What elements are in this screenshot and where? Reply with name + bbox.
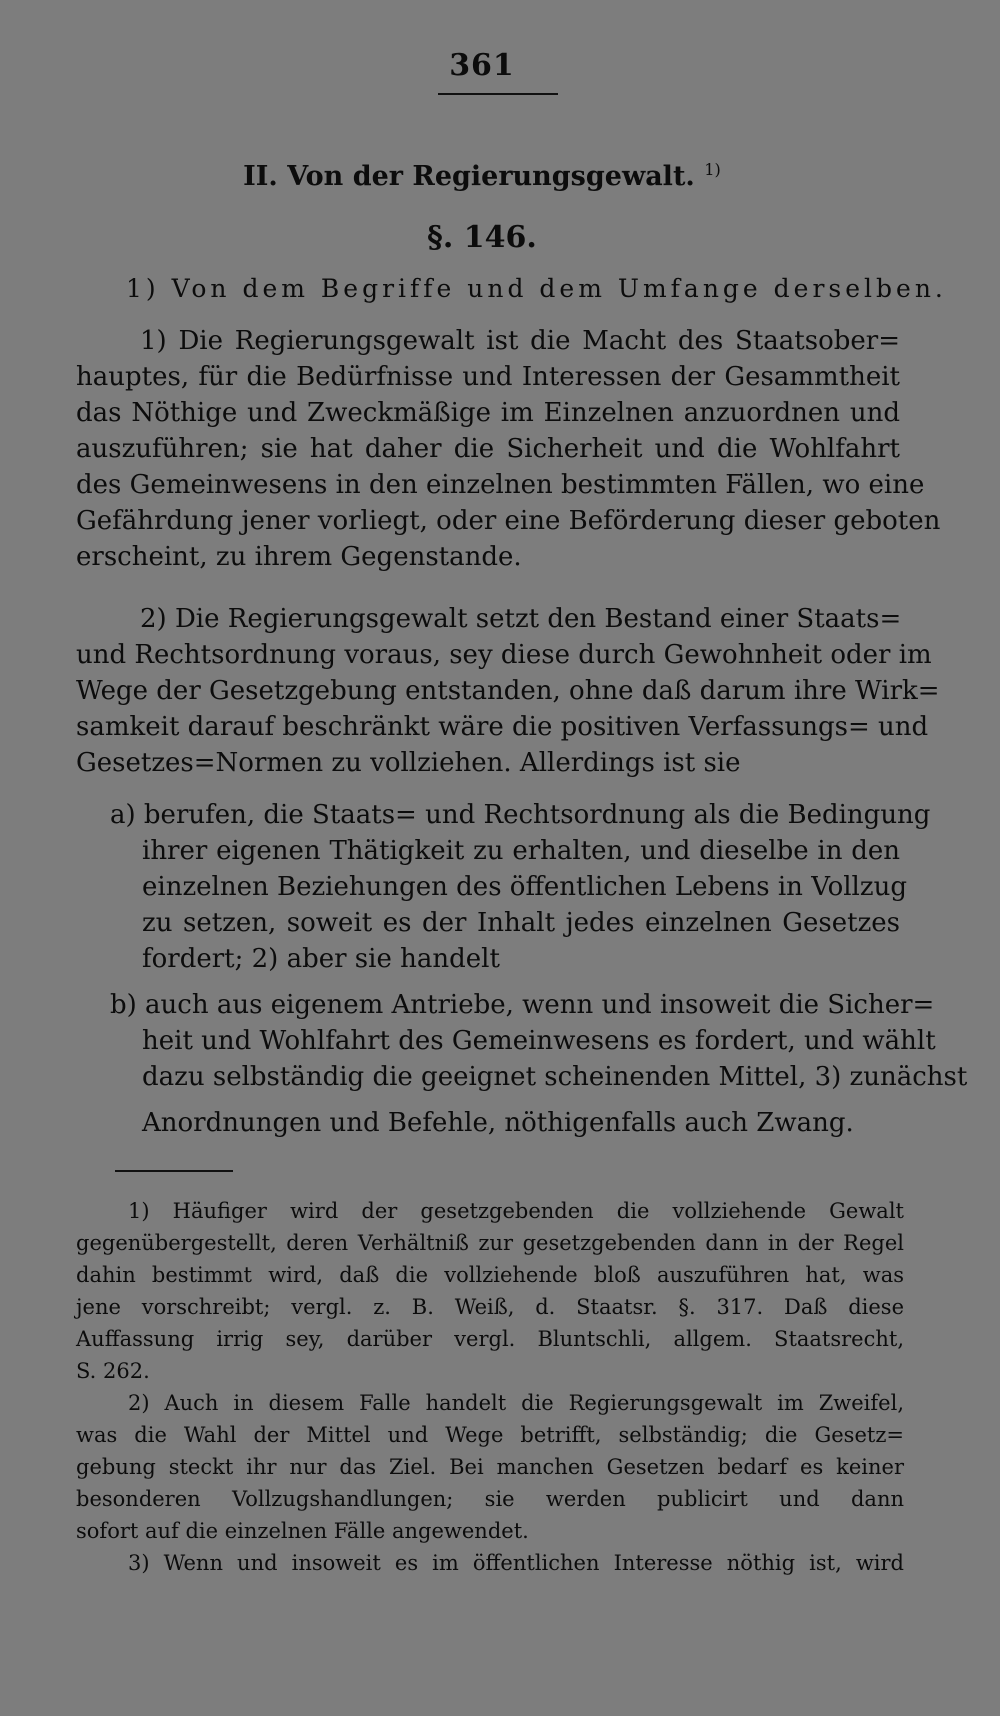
body-line: fordert; 2) aber sie handelt [142, 944, 500, 974]
body-line: Anordnungen und Befehle, nöthigenfalls auch Zwang. [142, 1108, 854, 1138]
page-number: 361 [449, 48, 515, 83]
body-line: ihrer eigenen Thätigkeit zu erhalten, und dieselbe in den [142, 836, 900, 866]
subheading: 1) Von dem Begriffe und dem Umfange derselben. [126, 274, 947, 303]
section-title-footnote-marker: 1) [704, 160, 721, 179]
footnote-line: 1) Häufiger wird der gesetzgebenden die vollziehende Gewalt [128, 1199, 904, 1223]
body-line: 1) Die Regierungsgewalt ist die Macht des Staatsober= [140, 326, 900, 356]
body-line: erscheint, zu ihrem Gegenstande. [76, 542, 522, 572]
body-line: samkeit darauf beschränkt wäre die positiven Verfassungs= und [76, 712, 929, 742]
section-title-text: II. Von der Regierungsgewalt. [243, 161, 695, 192]
footnote-line: gegenübergestellt, deren Verhältniß zur gesetzgebenden dann in der Regel [76, 1231, 904, 1255]
section-title [0, 160, 964, 192]
body-line: Wege der Gesetzgebung entstanden, ohne daß darum ihre Wirk= [76, 676, 940, 706]
footnote-line: gebung steckt ihr nur das Ziel. Bei manchen Gesetzen bedarf es keiner [76, 1455, 904, 1479]
footnote-line: besonderen Vollzugshandlungen; sie werden publicirt und dann [76, 1487, 904, 1511]
footnote-rule [115, 1170, 233, 1172]
body-line: einzelnen Beziehungen des öffentlichen Lebens in Vollzug [142, 872, 907, 902]
body-line: heit und Wohlfahrt des Gemeinwesens es fordert, und wählt [142, 1026, 936, 1056]
footnote-line: Auffassung irrig sey, darüber vergl. Bluntschli, allgem. Staatsrecht, [76, 1327, 904, 1351]
paragraph-number: §. 146. [427, 220, 537, 255]
footnote-line: 3) Wenn und insoweit es im öffentlichen Interesse nöthig ist, wird [128, 1551, 904, 1575]
body-line: Gefährdung jener vorliegt, oder eine Beförderung dieser geboten [76, 506, 941, 536]
footnote-line: dahin bestimmt wird, daß die vollziehende bloß auszuführen hat, was [76, 1263, 904, 1287]
footnote-line: sofort auf die einzelnen Fälle angewendet. [76, 1519, 529, 1543]
body-line: und Rechtsordnung voraus, sey diese durch Gewohnheit oder im [76, 640, 932, 670]
body-line: hauptes, für die Bedürfnisse und Interessen der Gesammtheit [76, 362, 900, 392]
body-line: Gesetzes=Normen zu vollziehen. Allerdings ist sie [76, 748, 741, 778]
footnote-line: S. 262. [76, 1359, 150, 1383]
body-line: 2) Die Regierungsgewalt setzt den Bestand einer Staats= [140, 604, 902, 634]
header-rule [438, 93, 558, 95]
body-line: a) berufen, die Staats= und Rechtsordnung als die Bedingung [110, 800, 931, 830]
footnote-line: 2) Auch in diesem Falle handelt die Regierungsgewalt im Zweifel, [128, 1391, 904, 1415]
body-line: dazu selbständig die geeignet scheinenden Mittel, 3) zunächst [142, 1062, 968, 1092]
footnote-line: was die Wahl der Mittel und Wege betrifft, selbständig; die Gesetz= [76, 1423, 904, 1447]
body-line: das Nöthige und Zweckmäßige im Einzelnen anzuordnen und [76, 398, 900, 428]
body-line: zu setzen, soweit es der Inhalt jedes einzelnen Gesetzes [142, 908, 900, 938]
footnote-line: jene vorschreibt; vergl. z. B. Weiß, d. Staatsr. §. 317. Daß diese [76, 1295, 904, 1319]
body-line: des Gemeinwesens in den einzelnen bestimmten Fällen, wo eine [76, 470, 925, 500]
body-line: auszuführen; sie hat daher die Sicherheit und die Wohlfahrt [76, 434, 900, 464]
body-line: b) auch aus eigenem Antriebe, wenn und insoweit die Sicher= [110, 990, 935, 1020]
